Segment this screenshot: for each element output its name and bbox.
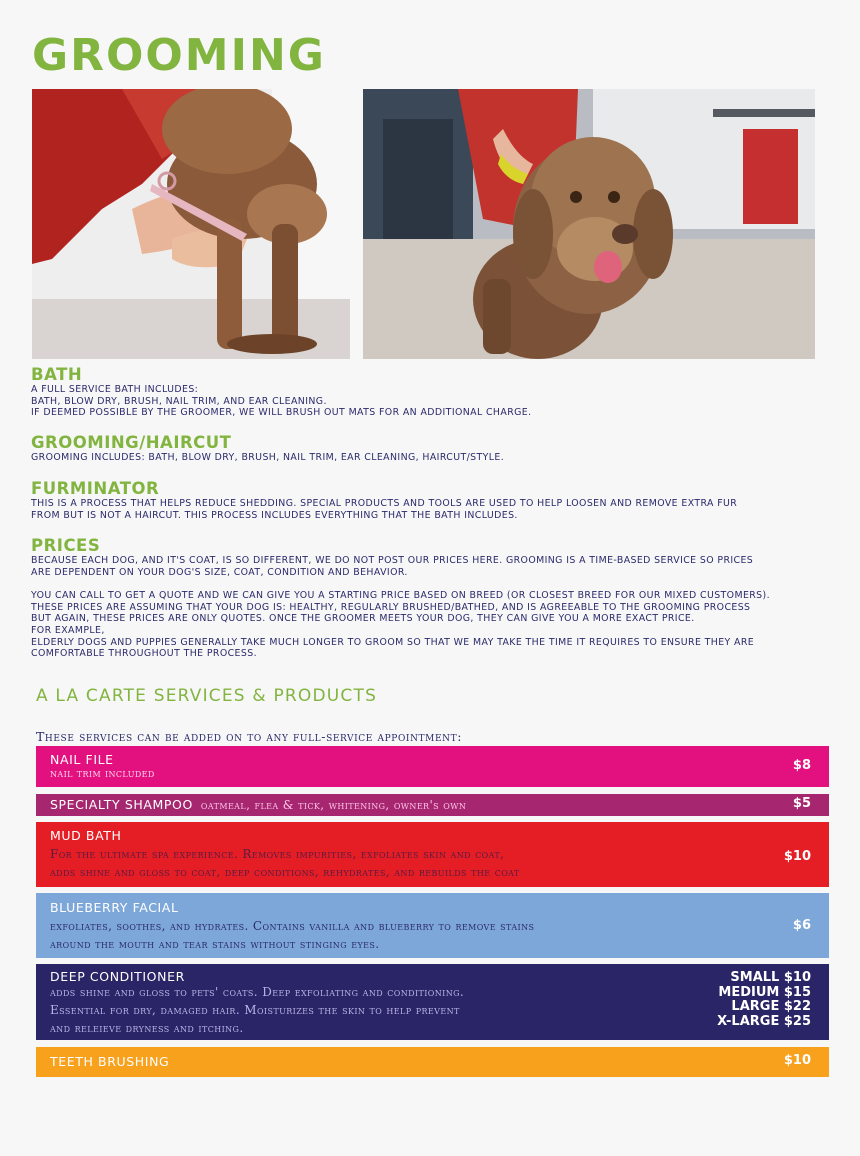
service-price: $5 — [792, 796, 811, 811]
description-line: For the ultimate spa experience. Removes impurities, exfoliates skin and coat, — [50, 847, 505, 861]
service-price: LARGE $22 — [731, 999, 811, 1014]
service-name: MUD BATH — [50, 828, 122, 843]
section-text: GROOMING INCLUDES: BATH, BLOW DRY, BRUSH, NAIL TRIM, EAR CLEANING, HAIRCUT/STYLE. — [31, 452, 505, 463]
section-text: BUT AGAIN, THESE PRICES ARE ONLY QUOTES. ONCE THE GROOMER MEETS YOUR DOG, THEY CAN GIVE YOU A MORE EXACT PRICE. — [31, 613, 695, 625]
service-specialty-shampoo — [36, 794, 829, 816]
service-name: BLUEBERRY FACIAL — [50, 900, 179, 915]
section-text: YOU CAN CALL TO GET A QUOTE AND WE CAN GIVE YOU A STARTING PRICE BASED ON BREED (OR CLOSEST BREED FOR OUR MIXED CUSTOMERS). — [31, 589, 770, 601]
service-price-list — [717, 971, 811, 1029]
section-text: FROM BUT IS NOT A HAIRCUT. THIS PROCESS INCLUDES EVERYTHING THAT THE BATH INCLUDES. — [31, 509, 518, 521]
description-line: adds shine and gloss to pets' coats. Deep exfoliating and conditioning. — [50, 985, 465, 999]
section-text: A FULL SERVICE BATH INCLUDES: — [31, 384, 199, 395]
service-price: MEDIUM $15 — [718, 984, 811, 1000]
section-heading: GROOMING/HAIRCUT — [31, 433, 232, 452]
section-prices — [31, 537, 821, 660]
section-heading: FURMINATOR — [31, 479, 160, 498]
service-nail-file — [36, 746, 829, 787]
groomer-trimming-paw-photo — [32, 89, 350, 359]
service-price: $8 — [792, 758, 811, 773]
page-title: GROOMING — [32, 30, 326, 81]
service-name: NAIL FILE — [50, 752, 114, 767]
section-text: IF DEEMED POSSIBLE BY THE GROOMER, WE WILL BRUSH OUT MATS FOR AN ADDITIONAL CHARGE. — [31, 407, 532, 419]
service-deep-conditioner — [36, 964, 829, 1040]
section-bath — [31, 366, 821, 419]
section-text: ARE DEPENDENT ON YOUR DOG'S SIZE, COAT, CONDITION AND BEHAVIOR. — [31, 566, 408, 578]
section-grooming-haircut — [31, 434, 821, 464]
service-description: oatmeal, flea & tick, whitening, owner's own — [200, 798, 467, 812]
service-description — [50, 845, 520, 881]
description-line: Essential for dry, damaged hair. Moisturizes the skin to help prevent — [50, 1003, 460, 1017]
a-la-carte-title: A LA CARTE SERVICES & PRODUCTS — [36, 686, 378, 706]
section-heading: BATH — [31, 365, 83, 384]
section-text: BECAUSE EACH DOG, AND IT'S COAT, IS SO DIFFERENT, WE DO NOT POST OUR PRICES HERE. GROOMING IS A TIME-BASED SERVICE SO PRICES — [31, 555, 754, 566]
service-mud-bath — [36, 822, 829, 887]
service-name: DEEP CONDITIONER — [50, 969, 185, 984]
service-description — [50, 917, 534, 953]
section-furminator — [31, 480, 821, 521]
section-text: BATH, BLOW DRY, BRUSH, NAIL TRIM, AND EAR CLEANING. — [31, 395, 327, 407]
service-description: nail trim included — [50, 767, 155, 780]
section-heading: PRICES — [31, 536, 101, 555]
service-price: $10 — [783, 849, 811, 864]
service-description — [50, 983, 464, 1037]
description-line: adds shine and gloss to coat, deep conditions, rehydrates, and rebuilds the coat — [50, 865, 520, 879]
section-text: ELDERLY DOGS AND PUPPIES GENERALLY TAKE MUCH LONGER TO GROOM SO THAT WE MAY TAKE THE TIME IT REQUIRES TO ENSURE THEY ARE — [31, 636, 755, 648]
description-line: around the mouth and tear stains without stinging eyes. — [50, 937, 380, 951]
service-teeth-brushing — [36, 1047, 829, 1077]
service-blueberry-facial — [36, 893, 829, 958]
section-text: THESE PRICES ARE ASSUMING THAT YOUR DOG IS: HEALTHY, REGULARLY BRUSHED/BATHED, AND IS AGREEABLE TO THE GROOMING PROCESS — [31, 601, 751, 613]
description-line: and releieve dryness and itching. — [50, 1021, 244, 1035]
service-name: SPECIALTY SHAMPOO — [50, 797, 193, 812]
section-text: THIS IS A PROCESS THAT HELPS REDUCE SHEDDING. SPECIAL PRODUCTS AND TOOLS ARE USED TO HELP LOOSEN AND REMOVE EXTRA FUR — [31, 498, 738, 509]
doodle-dog-photo — [363, 89, 815, 359]
section-text: FOR EXAMPLE, — [31, 625, 105, 637]
service-name-group — [50, 797, 466, 812]
description-line: exfoliates, soothes, and hydrates. Contains vanilla and blueberry to remove stains — [50, 919, 535, 933]
service-name: TEETH BRUSHING — [50, 1054, 170, 1069]
service-price: SMALL $10 — [730, 970, 811, 985]
service-price: X-LARGE $25 — [717, 1013, 811, 1029]
section-text: COMFORTABLE THROUGHOUT THE PROCESS. — [31, 648, 257, 660]
a-la-carte-intro: These services can be added on to any full-service appointment: — [36, 729, 463, 744]
service-price: $10 — [783, 1053, 811, 1068]
service-price: $6 — [792, 918, 811, 933]
